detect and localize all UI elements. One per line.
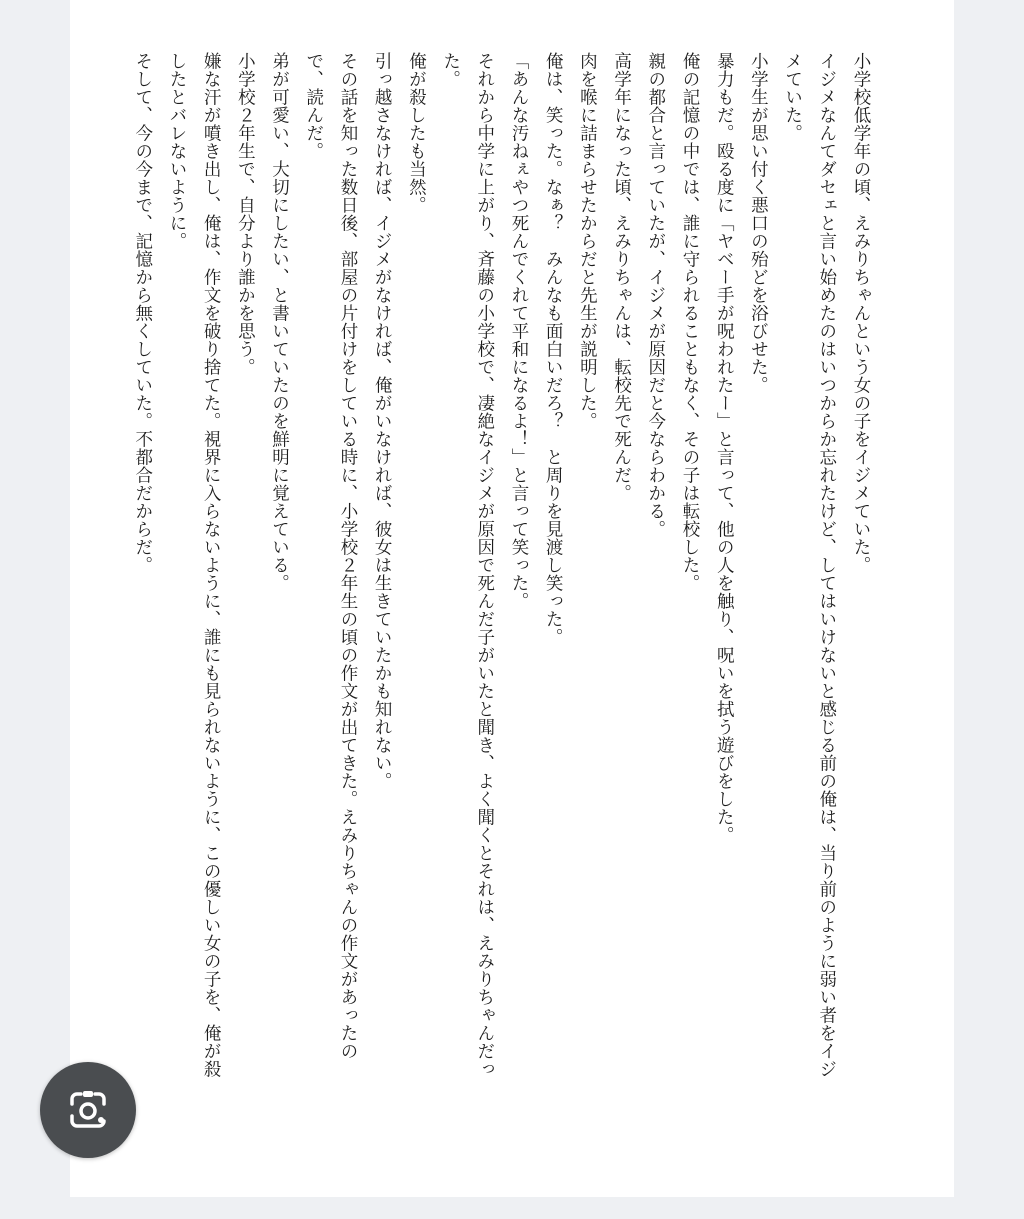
text-line: イジメなんてダセェと言い始めたのはいつからか忘れたけど、してはいけないと感じる前の俺は、当り前のように弱い者をイジ — [816, 52, 837, 1078]
text-line: 俺が殺したも当然。 — [406, 52, 427, 214]
text-line: したとバレないように。 — [166, 52, 187, 250]
document-page — [70, 0, 954, 1197]
text-line: 小学校２年生で、自分より誰かを思う。 — [235, 52, 256, 376]
text-line: そして、今の今まで、記憶から無くしていた。不都合だからだ。 — [132, 52, 153, 574]
text-line: 暴力もだ。殴る度に「ヤベー手が呪われたー」と言って、他の人を触り、呪いを拭う遊びをした。 — [714, 52, 735, 844]
text-line: で、読んだ。 — [303, 52, 324, 160]
text-line: た。 — [440, 52, 461, 88]
text-line: 高学年になった頃、えみりちゃんは、転校先で死んだ。 — [611, 52, 632, 502]
text-line: 親の都合と言っていたが、イジメが原因だと今ならわかる。 — [645, 52, 666, 538]
vertical-text-block — [126, 52, 878, 1162]
text-line: 俺の記憶の中では、誰に守られることもなく、その子は転校した。 — [679, 52, 700, 592]
text-line: 弟が可愛い、大切にしたい、と書いていたのを鮮明に覚えている。 — [269, 52, 290, 592]
text-line: 俺は、笑った。なぁ？ みんなも面白いだろ？ と周りを見渡し笑った。 — [543, 52, 564, 646]
google-lens-camera-icon — [62, 1084, 114, 1136]
google-lens-button[interactable] — [40, 1062, 136, 1158]
text-line: 肉を喉に詰まらせたからだと先生が説明した。 — [577, 52, 598, 430]
text-line: 引っ越さなければ、イジメがなければ、俺がいなければ、彼女は生きていたかも知れない。 — [372, 52, 393, 790]
text-line: 小学校低学年の頃、えみりちゃんという女の子をイジメていた。 — [851, 52, 871, 574]
text-line: その話を知った数日後、部屋の片付けをしている時に、小学校２年生の頃の作文が出てきた。えみりちゃんの作文があったの — [337, 52, 358, 1060]
text-line: 「あんな汚ねぇやつ死んでくれて平和になるよ！」と言って笑った。 — [508, 52, 529, 610]
text-line: 小学生が思い付く悪口の殆どを浴びせた。 — [748, 52, 769, 394]
text-line: 嫌な汗が噴き出し、俺は、作文を破り捨てた。視界に入らないように、誰にも見られないように、この優しい女の子を、俺が殺 — [201, 52, 222, 1078]
text-line: それから中学に上がり、斉藤の小学校で、凄絶なイジメが原因で死んだ子がいたと聞き、よく聞くとそれは、えみりちゃんだっ — [474, 52, 495, 1078]
text-line: メていた。 — [782, 52, 803, 142]
